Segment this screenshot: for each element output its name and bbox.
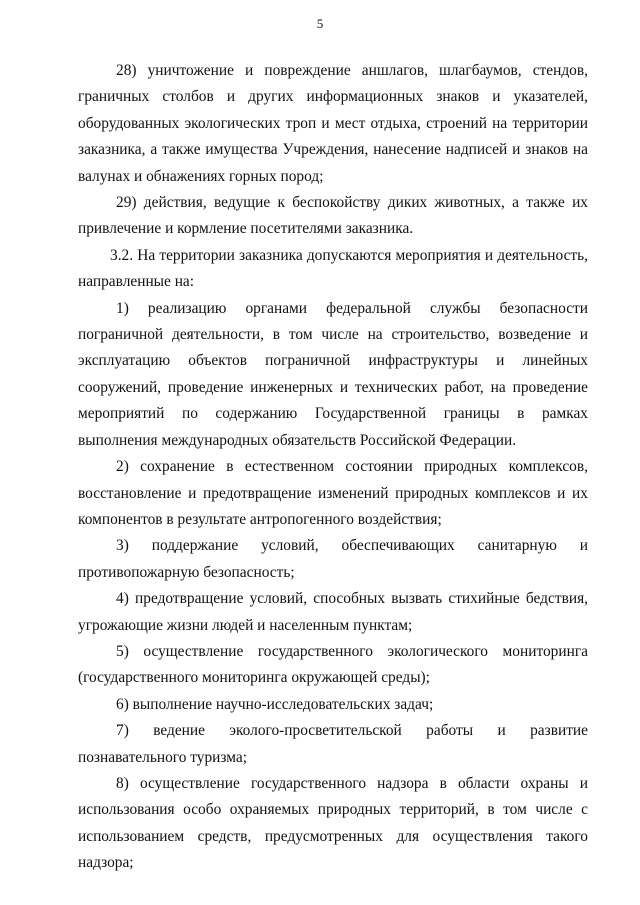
paragraph-item-29: 29) действия, ведущие к беспокойству диких животных, а также их привлечение и кормление посетителями заказника. bbox=[78, 194, 588, 238]
paragraph-item-6: 6) выполнение научно-исследовательских задач; bbox=[116, 695, 434, 713]
paragraph-item-8: 8) осуществление государственного надзора в области охраны и использования особо охраняемых природных территорий, в том числе с использованием средств, предусмотренных для осуществления такого надзора; bbox=[78, 774, 588, 872]
document-body bbox=[78, 58, 588, 877]
paragraph-item-1: 1) реализацию органами федеральной службы безопасности пограничной деятельности, в том числе на строительство, возведение и эксплуатацию объектов пограничной инфраструктуры и линейных сооружений, проведение инженерных и технических работ, на проведение мероприятий по содержанию Государственной границы в рамках выполнения международных обязательств Российской Федерации. bbox=[78, 299, 588, 449]
paragraph-item-3: 3) поддержание условий, обеспечивающих санитарную и противопожарную безопасность; bbox=[78, 537, 588, 581]
paragraph-item-2: 2) сохранение в естественном состоянии природных комплексов, восстановление и предотвращение изменений природных комплексов и их компонентов в результате антропогенного воздействия; bbox=[78, 458, 588, 528]
paragraph-item-4: 4) предотвращение условий, способных вызвать стихийные бедствия, угрожающие жизни людей и населенным пунктам; bbox=[78, 590, 588, 634]
page-number: 5 bbox=[316, 16, 324, 31]
paragraph-item-7: 7) ведение эколого-просветительской работы и развитие познавательного туризма; bbox=[78, 722, 588, 766]
paragraph-item-28: 28) уничтожение и повреждение аншлагов, шлагбаумов, стендов, граничных столбов и других информационных знаков и указателей, оборудованных экологических троп и мест отдыха, строений на территории заказника, а также имущества Учреждения, нанесение надписей и знаков на валунах и обнажениях горных пород; bbox=[78, 62, 588, 185]
paragraph-section-3-2: 3.2. На территории заказника допускаются мероприятия и деятельность, направленные на: bbox=[78, 246, 588, 291]
paragraph-item-5: 5) осуществление государственного экологического мониторинга (государственного мониторинга окружающей среды); bbox=[78, 642, 588, 687]
